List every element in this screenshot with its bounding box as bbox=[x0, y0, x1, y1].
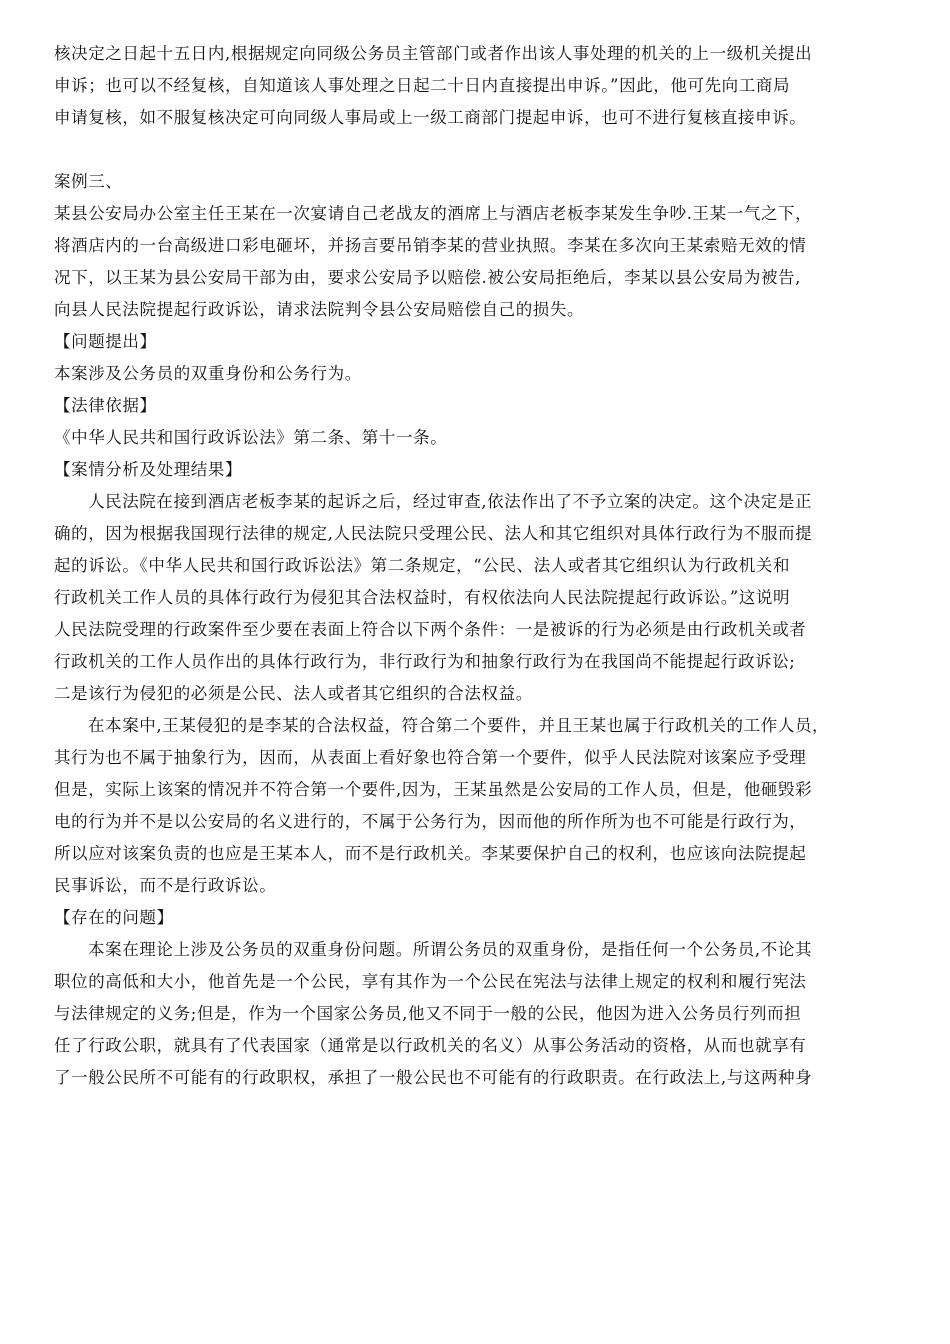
paragraph-gap bbox=[54, 134, 904, 166]
text-line: 但是，实际上该案的情况并不符合第一个要件,因为，王某虽然是公安局的工作人员，但是，他砸毁彩 bbox=[54, 780, 813, 799]
text-line: 职位的高低和大小，他首先是一个公民，享有其作为一个公民在宪法与法律上规定的权利和履行宪法 bbox=[54, 972, 807, 991]
text-line: 任了行政公职，就具有了代表国家（通常是以行政机关的名义）从事公务活动的资格，从而也就享有 bbox=[54, 1036, 807, 1055]
text-line: 将酒店内的一台高级进口彩电砸坏，并扬言要吊销李某的营业执照。李某在多次向王某索赔无效的情 bbox=[54, 236, 807, 255]
section-heading-problem: 【存在的问题】 bbox=[54, 908, 174, 927]
text-line: 本案涉及公务员的双重身份和公务行为。 bbox=[54, 364, 362, 383]
section-heading-question: 【问题提出】 bbox=[54, 332, 157, 351]
text-line: 本案在理论上涉及公务员的双重身份问题。所谓公务员的双重身份，是指任何一个公务员,不论其 bbox=[88, 940, 813, 959]
text-line: 人民法院在接到酒店老板李某的起诉之后，经过审查,依法作出了不予立案的决定。这个决定是正 bbox=[88, 492, 813, 511]
case-title: 案例三、 bbox=[54, 172, 123, 191]
text-line: 二是该行为侵犯的必须是公民、法人或者其它组织的合法权益。 bbox=[54, 684, 533, 703]
text-line: 向县人民法院提起行政诉讼，请求法院判令县公安局赔偿自己的损失。 bbox=[54, 300, 585, 319]
text-line: 申诉；也可以不经复核，自知道该人事处理之日起二十日内直接提出申诉。”因此，他可先向工商局 bbox=[54, 76, 791, 95]
section-heading-analysis: 【案情分析及处理结果】 bbox=[54, 460, 243, 479]
section-heading-basis: 【法律依据】 bbox=[54, 396, 157, 415]
text-line: 人民法院受理的行政案件至少要在表面上符合以下两个条件：一是被诉的行为必须是由行政机关或者 bbox=[54, 620, 807, 639]
text-line: 与法律规定的义务;但是，作为一个国家公务员,他又不同于一般的公民，他因为进入公务员行列而担 bbox=[54, 1004, 802, 1023]
text-line: 核决定之日起十五日内,根据规定向同级公务员主管部门或者作出该人事处理的机关的上一级机关提出 bbox=[54, 44, 813, 63]
text-line: 行政机关的工作人员作出的具体行政行为，非行政行为和抽象行政行为在我国尚不能提起行政诉讼; bbox=[54, 652, 796, 671]
text-line: 在本案中,王某侵犯的是李某的合法权益，符合第二个要件，并且王某也属于行政机关的工作人员， bbox=[88, 716, 830, 735]
text-line: 某县公安局办公室主任王某在一次宴请自己老战友的酒席上与酒店老板李某发生争吵.王某一气之下， bbox=[54, 204, 813, 223]
text-line: 民事诉讼，而不是行政诉讼。 bbox=[54, 876, 277, 895]
document-page bbox=[54, 38, 904, 1094]
text-line: 行政机关工作人员的具体行政行为侵犯其合法权益时，有权依法向人民法院提起行政诉讼。”这说明 bbox=[54, 588, 791, 607]
text-line: 电的行为并不是以公安局的名义进行的，不属于公务行为，因而他的所作所为也不可能是行政行为， bbox=[54, 812, 807, 831]
text-line: 确的，因为根据我国现行法律的规定,人民法院只受理公民、法人和其它组织对具体行政行为不服而提 bbox=[54, 524, 813, 543]
text-line: 其行为也不属于抽象行为，因而，从表面上看好象也符合第一个要件，似乎人民法院对该案应予受理 bbox=[54, 748, 807, 767]
text-line: 申请复核，如不服复核决定可向同级人事局或上一级工商部门提起申诉，也可不进行复核直接申诉。 bbox=[54, 108, 807, 127]
text-line: 所以应对该案负责的也应是王某本人，而不是行政机关。李某要保护自己的权利，也应该向法院提起 bbox=[54, 844, 807, 863]
text-line: 起的诉讼。《中华人民共和国行政诉讼法》第二条规定，“公民、法人或者其它组织认为行政机关和 bbox=[54, 556, 791, 575]
text-line: 《中华人民共和国行政诉讼法》第二条、第十一条。 bbox=[54, 428, 448, 447]
text-line: 了一般公民所不可能有的行政职权，承担了一般公民也不可能有的行政职责。在行政法上,与这两种身 bbox=[54, 1068, 813, 1087]
text-line: 况下，以王某为县公安局干部为由，要求公安局予以赔偿.被公安局拒绝后，李某以县公安局为被告, bbox=[54, 268, 801, 287]
